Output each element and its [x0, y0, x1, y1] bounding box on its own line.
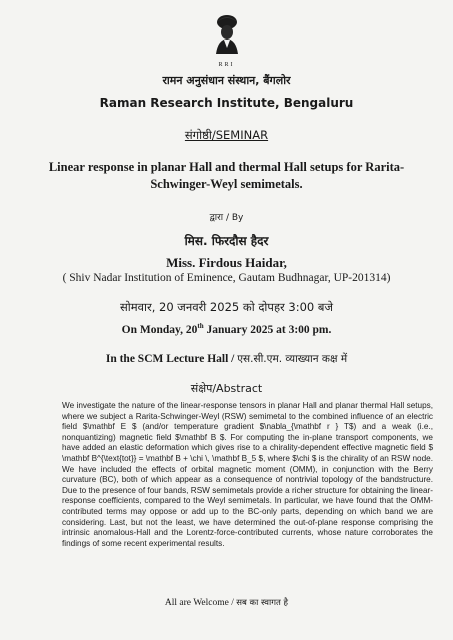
date-prefix: On Monday, 20: [121, 323, 198, 336]
speaker-name: Miss. Firdous Haidar,: [166, 255, 287, 270]
institute-name: Raman Research Institute, Bengaluru: [99, 96, 354, 110]
logo-label: RRI: [218, 62, 235, 68]
event-type: [0, 128, 453, 143]
abstract-text: We investigate the nature of the linear-response tensors in planar Hall and planar thermal Hall setups, where we subject a Rarita-Schwinger-Weyl (RSW) semimetal to the combined influence of an electric field $\mathbf E $ (and/or temperature gradient $\nabla_{\mathbf r } T$) and a weak (i.e., nonquantizing) magnetic field $\mathbf B $. For computing the in-plane transport components, we have added an elastic deformation which gives rise to a chirality-dependent effective magnetic field $ \mathbf B^{\text{tot}} = \mathbf B + \chi \, \mathbf B_5 $, where $\chi $ is the chirality of an RSW node. We have included the effects of orbital magnetic moment (OMM), in conjunction with the Berry curvature (BC), both of which appear as a consequence of nontrivial topology of the bandstructure. Due to the presence of four bands, RSW semimetals provide a richer structure for obtaining the linear-response coefficients, compared to the Weyl semimetals. In particular, we have found that the OMM-contributed terms may oppose or add up to the BC-only parts, depending on which band we are considering. Last, but not the least, we have determined the out-of-plane response comprising the intrinsic anomalous-Hall and the Lorentz-force-contributed currents, whose nature corroborates the findings of some recent experimental results.: [62, 401, 433, 548]
institute-name-hindi: रामन अनुसंधान संस्थान, बैंगलोर: [162, 74, 291, 87]
date-hindi: सोमवार, 20 जनवरी 2025 को दोपहर 3:00 बजे: [119, 300, 333, 314]
speaker-name-hindi: मिस. फिरदौस हैदर: [184, 234, 269, 248]
by-label: द्वारा / By: [209, 213, 244, 223]
welcome-hindi: सब का स्वागत है: [236, 598, 289, 608]
venue-hindi: एस.सी.एम. व्याख्यान कक्ष में: [237, 353, 348, 365]
venue: [0, 352, 453, 366]
date-english: [0, 322, 453, 336]
welcome-note: [0, 597, 453, 608]
welcome-english: All are Welcome /: [164, 598, 237, 608]
venue-english: In the SCM Lecture Hall /: [105, 353, 238, 365]
speaker-affiliation: ( Shiv Nadar Institution of Eminence, Gautam Budhnagar, UP-201314): [62, 272, 391, 284]
date-rest: January 2025 at 3:00 pm.: [203, 323, 332, 336]
rri-logo-icon: [210, 10, 244, 62]
event-type-label: संगोष्ठी/SEMINAR: [184, 128, 269, 142]
date-ordinal: th: [197, 322, 204, 330]
abstract-heading: संक्षेप/Abstract: [190, 382, 263, 395]
talk-title: Linear response in planar Hall and thermal Hall setups for Rarita-Schwinger-Weyl semimetals.: [48, 160, 405, 191]
